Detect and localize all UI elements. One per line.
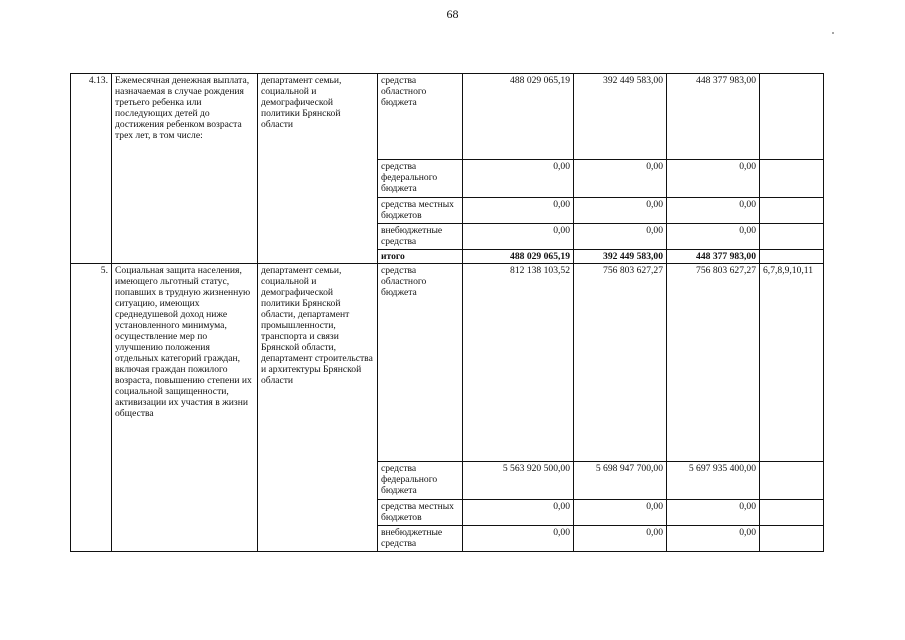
amount-year-2: 0,00 <box>574 224 667 250</box>
amount-year-3: 448 377 983,00 <box>667 74 760 160</box>
amount-year-1: 0,00 <box>463 224 574 250</box>
item-description: Социальная защита населения, имеющего льготный статус, попавших в трудную жизненную ситуацию, имеющих среднедушевой доход ниже установленного минимума, осуществление мер по улучшению положения отдельных категорий граждан, включая граждан пожилого возраста, повышению степени их социальной защищенности, активизации их участия в жизни общества <box>112 264 258 552</box>
indicator-reference <box>760 462 824 500</box>
funding-source: средства федерального бюджета <box>378 462 463 500</box>
amount-year-1: 812 138 103,52 <box>463 264 574 462</box>
amount-year-1: 488 029 065,19 <box>463 250 574 264</box>
funding-source: средства областного бюджета <box>378 74 463 160</box>
amount-year-2: 756 803 627,27 <box>574 264 667 462</box>
amount-year-2: 0,00 <box>574 526 667 552</box>
amount-year-2: 0,00 <box>574 198 667 224</box>
page-number: 68 <box>446 7 459 21</box>
funding-source: средства областного бюджета <box>378 264 463 462</box>
table-row <box>71 264 824 462</box>
amount-year-3: 0,00 <box>667 160 760 198</box>
item-number: 5. <box>71 264 112 552</box>
scan-speck <box>832 32 834 34</box>
amount-year-1: 0,00 <box>463 160 574 198</box>
funding-source: средства местных бюджетов <box>378 500 463 526</box>
item-executor: департамент семьи, социальной и демографической политики Брянской области, департамент промышленности, транспорта и связи Брянской области, департамент строительства и архитектуры Брянской области <box>258 264 378 552</box>
amount-year-2: 0,00 <box>574 500 667 526</box>
indicator-reference: 6,7,8,9,10,11 <box>760 264 824 462</box>
budget-table <box>70 73 824 552</box>
amount-year-2: 392 449 583,00 <box>574 74 667 160</box>
funding-source: внебюджетные средства <box>378 224 463 250</box>
funding-source: средства местных бюджетов <box>378 198 463 224</box>
amount-year-1: 488 029 065,19 <box>463 74 574 160</box>
indicator-reference <box>760 224 824 250</box>
funding-source: итого <box>378 250 463 264</box>
amount-year-2: 5 698 947 700,00 <box>574 462 667 500</box>
indicator-reference <box>760 160 824 198</box>
funding-source: средства федерального бюджета <box>378 160 463 198</box>
indicator-reference <box>760 74 824 160</box>
amount-year-3: 448 377 983,00 <box>667 250 760 264</box>
amount-year-3: 0,00 <box>667 224 760 250</box>
amount-year-2: 0,00 <box>574 160 667 198</box>
table-row <box>71 74 824 160</box>
item-executor: департамент семьи, социальной и демографической политики Брянской области <box>258 74 378 264</box>
amount-year-3: 0,00 <box>667 500 760 526</box>
indicator-reference <box>760 198 824 224</box>
indicator-reference <box>760 500 824 526</box>
funding-source: внебюджетные средства <box>378 526 463 552</box>
amount-year-3: 756 803 627,27 <box>667 264 760 462</box>
amount-year-1: 5 563 920 500,00 <box>463 462 574 500</box>
indicator-reference <box>760 250 824 264</box>
amount-year-1: 0,00 <box>463 526 574 552</box>
amount-year-2: 392 449 583,00 <box>574 250 667 264</box>
indicator-reference <box>760 526 824 552</box>
amount-year-1: 0,00 <box>463 198 574 224</box>
amount-year-1: 0,00 <box>463 500 574 526</box>
item-description: Ежемесячная денежная выплата, назначаемая в случае рождения третьего ребенка или последующих детей до достижения ребенком возраста трех лет, в том числе: <box>112 74 258 264</box>
amount-year-3: 0,00 <box>667 526 760 552</box>
amount-year-3: 5 697 935 400,00 <box>667 462 760 500</box>
item-number: 4.13. <box>71 74 112 264</box>
amount-year-3: 0,00 <box>667 198 760 224</box>
